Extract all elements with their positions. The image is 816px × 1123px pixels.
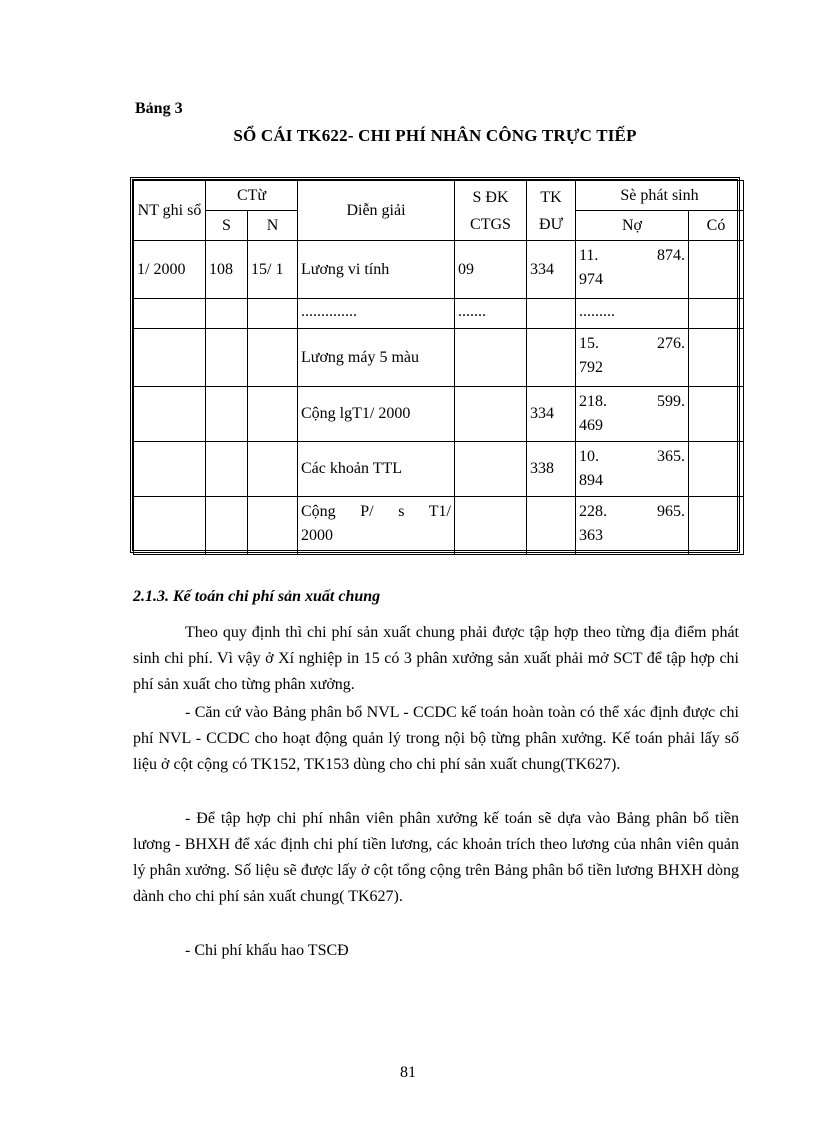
table-row — [134, 241, 744, 299]
cell-s: 108 — [206, 241, 248, 299]
cell-no — [576, 497, 689, 555]
cell-co — [689, 442, 744, 497]
cell-nt — [134, 442, 206, 497]
ledger-title: SỔ CÁI TK622- CHI PHÍ NHÂN CÔNG TRỰC TIẾP — [233, 126, 637, 145]
cell-tk: 334 — [527, 241, 576, 299]
cell-n — [248, 497, 298, 555]
cell-ctgs — [455, 387, 527, 442]
cell-no — [576, 241, 689, 299]
cell-s — [206, 329, 248, 387]
header-s: S — [206, 211, 248, 241]
cell-no-line2: 469 — [579, 417, 603, 434]
cell-dien-giai: .............. — [298, 299, 455, 329]
cell-no: ......... — [576, 299, 689, 329]
table-row — [134, 442, 744, 497]
cell-s — [206, 387, 248, 442]
cell-ctgs — [455, 442, 527, 497]
cell-tk — [527, 329, 576, 387]
cell-ctgs: 09 — [455, 241, 527, 299]
paragraph-4: - Chi phí khấu hao TSCĐ — [185, 942, 349, 959]
table-row — [134, 497, 744, 555]
cell-nt — [134, 329, 206, 387]
cell-tk: 334 — [527, 387, 576, 442]
cell-no-line2: 792 — [579, 359, 603, 376]
cell-no-line1: 10. 365. — [579, 448, 685, 465]
ledger-table — [130, 177, 740, 553]
header-ctu: CTừ — [206, 181, 298, 211]
cell-nt — [134, 299, 206, 329]
header-tk-du: TK ĐƯ — [527, 181, 576, 241]
table-row — [134, 299, 744, 329]
cell-n — [248, 299, 298, 329]
cell-dien-giai: Các khoản TTL — [298, 442, 455, 497]
header-so-phat-sinh: Sè phát sinh — [576, 181, 744, 211]
table-row — [134, 329, 744, 387]
cell-n — [248, 442, 298, 497]
cell-tk: 338 — [527, 442, 576, 497]
cell-dien-giai-line1: Cộng P/ s T1/ — [301, 503, 451, 520]
cell-co — [689, 387, 744, 442]
cell-no-line2: 363 — [579, 527, 603, 544]
cell-nt — [134, 497, 206, 555]
cell-ctgs — [455, 497, 527, 555]
cell-co — [689, 329, 744, 387]
cell-n — [248, 387, 298, 442]
paragraph-1: Theo quy định thì chi phí sản xuất chung phải được tập hợp theo từng địa điểm phát sinh chi phí. Vì vậy ở Xí nghiệp in 15 có 3 phân xưởng sản xuất phải mở SCT để tập hợp chi phí sản xuất cho từng phân xưởng. — [133, 624, 739, 693]
cell-dien-giai: Lương máy 5 màu — [298, 329, 455, 387]
page-number: 81 — [400, 1064, 416, 1081]
header-s-dk-ctgs: S ĐK CTGS — [455, 181, 527, 241]
cell-nt: 1/ 2000 — [134, 241, 206, 299]
cell-n — [248, 329, 298, 387]
header-co: Có — [689, 211, 744, 241]
table-label: Bảng 3 — [135, 100, 183, 117]
cell-s — [206, 299, 248, 329]
cell-no — [576, 442, 689, 497]
cell-no — [576, 329, 689, 387]
cell-tk — [527, 299, 576, 329]
cell-s — [206, 497, 248, 555]
cell-n: 15/ 1 — [248, 241, 298, 299]
cell-no-line1: 11. 874. — [579, 247, 685, 264]
cell-nt — [134, 387, 206, 442]
cell-no-line1: 218. 599. — [579, 393, 685, 410]
table-row — [134, 387, 744, 442]
header-nt-ghi-so: NT ghi sổ — [134, 181, 206, 241]
header-no: Nợ — [576, 211, 689, 241]
cell-no — [576, 387, 689, 442]
cell-no-line1: 15. 276. — [579, 335, 685, 352]
cell-dien-giai — [298, 497, 455, 555]
cell-ctgs — [455, 329, 527, 387]
section-heading: 2.1.3. Kế toán chi phí sản xuất chung — [133, 588, 381, 605]
cell-no-line2: 894 — [579, 472, 603, 489]
cell-no-line2: 974 — [579, 271, 603, 288]
paragraph-3: - Để tập hợp chi phí nhân viên phân xưởng kế toán sẽ dựa vào Bảng phân bổ tiền lương - BHXH để xác định chi phí tiền lương, các khoản trích theo lương của nhân viên quản lý phân xưởng. Số liệu sẽ được lấy ở cột tổng cộng trên Bảng phân bổ tiền lương BHXH dòng dành cho chi phí sản xuất chung( TK627). — [133, 810, 739, 905]
cell-co — [689, 241, 744, 299]
header-row-1 — [134, 181, 744, 211]
cell-no-line1: 228. 965. — [579, 503, 685, 520]
cell-dien-giai: Cộng lgT1/ 2000 — [298, 387, 455, 442]
cell-dien-giai-line2: 2000 — [301, 527, 333, 544]
cell-tk — [527, 497, 576, 555]
header-dien-giai: Diễn giải — [298, 181, 455, 241]
cell-co — [689, 497, 744, 555]
cell-s — [206, 442, 248, 497]
cell-co — [689, 299, 744, 329]
cell-dien-giai: Lương vi tính — [298, 241, 455, 299]
header-n: N — [248, 211, 298, 241]
cell-ctgs: ....... — [455, 299, 527, 329]
paragraph-2: - Căn cứ vào Bảng phân bổ NVL - CCDC kế toán hoàn toàn có thể xác định được chi phí NVL - CCDC cho hoạt động quản lý trong nội bộ từng phân xưởng. Kế toán phải lấy số liệu ở cột cộng có TK152, TK153 dùng cho chi phí sản xuất chung(TK627). — [133, 704, 739, 773]
